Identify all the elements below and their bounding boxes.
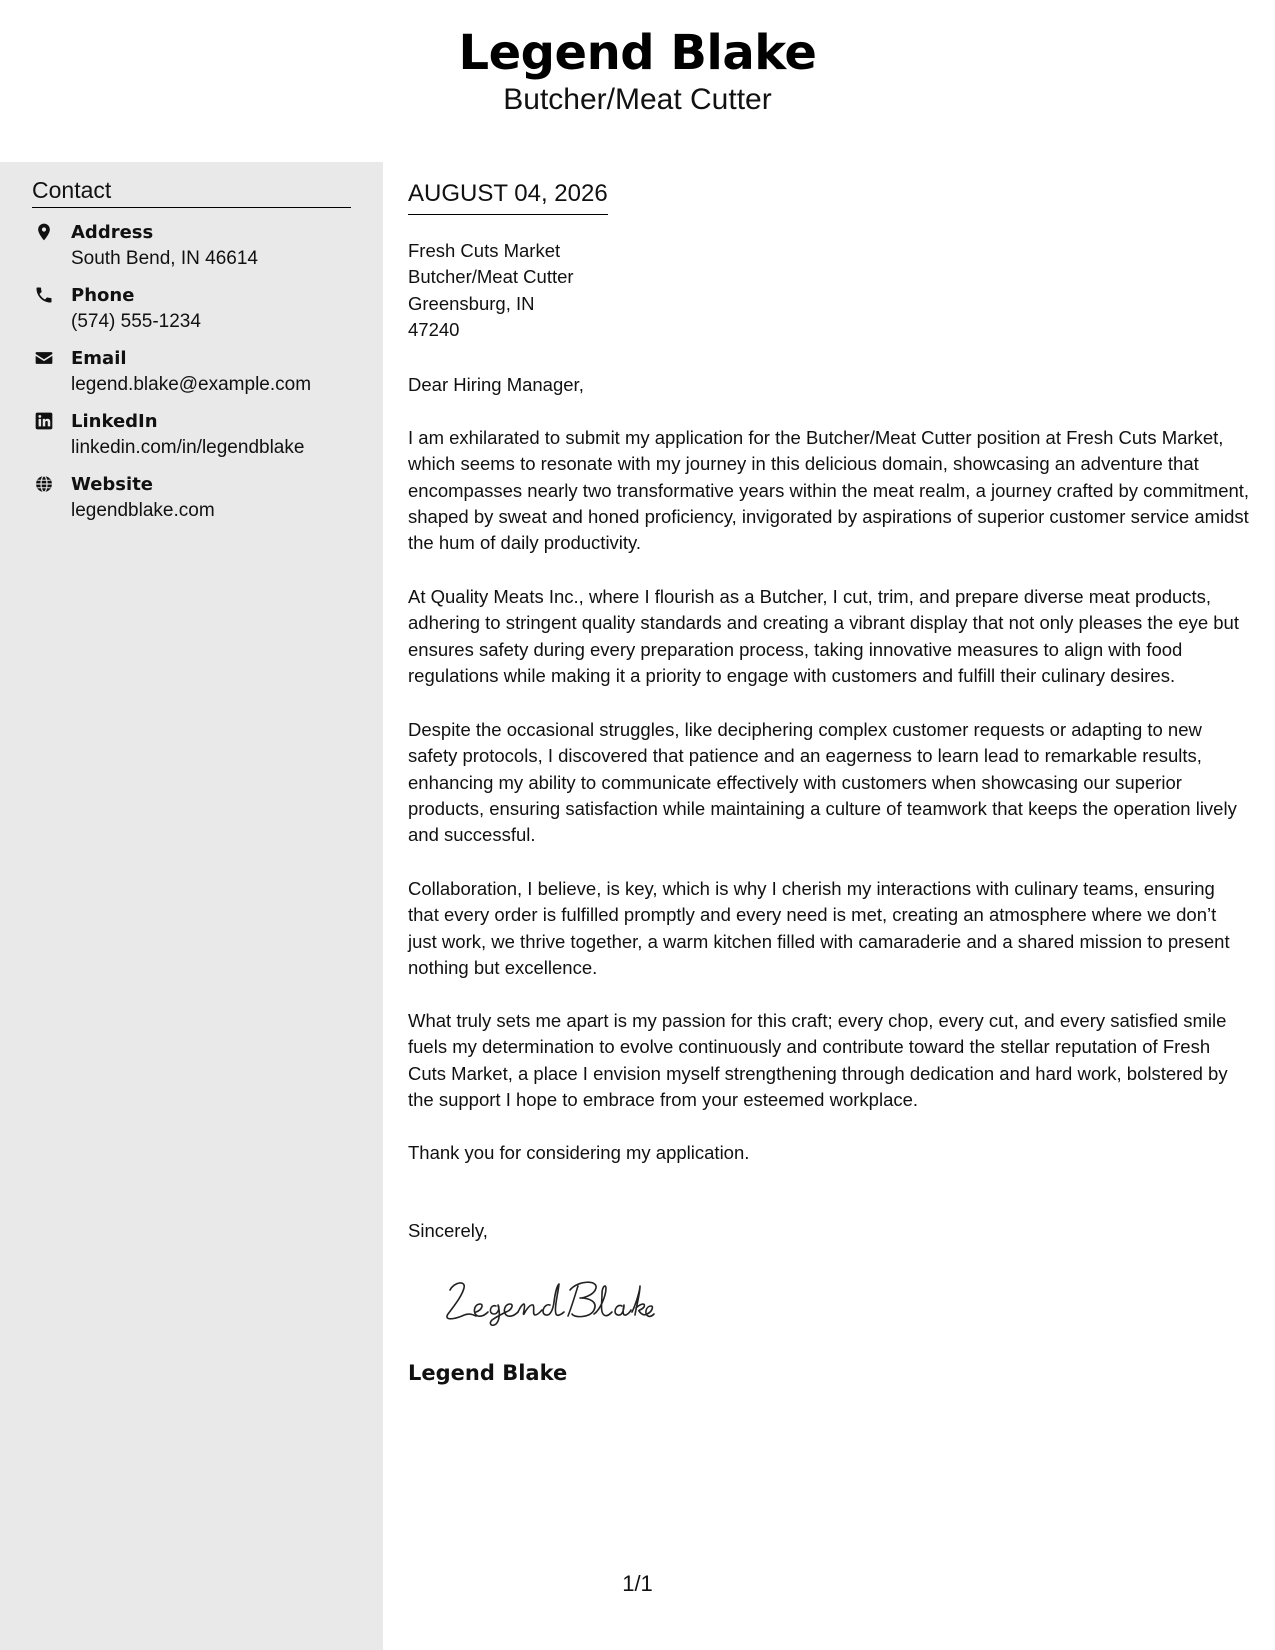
contact-label-phone: Phone (71, 285, 135, 306)
contact-heading: Contact (32, 175, 351, 208)
linkedin-icon (34, 411, 56, 433)
closing-line: Sincerely, (408, 1220, 488, 1241)
letter-paragraph-4: Collaboration, I believe, is key, which is why I cherish my interactions with culinary teams, ensuring that every order is fulfilled promptly and every need is met, creating an atmosphere where we don’t just work, we thrive together, a warm kitchen filled with camaraderie and a shared mission to present nothing but excellence. (408, 878, 1230, 978)
contact-value-email[interactable]: legend.blake@example.com (71, 374, 312, 395)
contact-label-address: Address (71, 222, 154, 243)
letter-paragraph-1: I am exhilarated to submit my application for the Butcher/Meat Cutter position at Fresh Cuts Market, which seems to resonate with my journey in this delicious domain, showcasing an adventure that encompasses nearly two transformative years within the meat realm, a journey crafted by commitment, shaped by sweat and honed proficiency, invigorated by aspirations of superior customer service amidst the hum of daily productivity. (408, 427, 1250, 554)
salutation: Dear Hiring Manager, (408, 374, 584, 395)
contact-label-linkedin: LinkedIn (71, 411, 158, 432)
envelope-icon (34, 348, 56, 370)
map-pin-icon (34, 222, 56, 244)
contact-value-website[interactable]: legendblake.com (71, 500, 215, 521)
contact-value-phone: (574) 555-1234 (71, 311, 201, 332)
handwritten-signature (436, 1272, 656, 1328)
page-number: 1/1 (622, 1571, 653, 1596)
signature-name: Legend Blake (408, 1361, 568, 1385)
phone-icon (34, 285, 56, 307)
letter-paragraph-3: Despite the occasional struggles, like deciphering complex customer requests or adapting to new safety protocols, I discovered that patience and an eagerness to learn lead to remarkable results, enhancing my ability to communicate effectively with customers when showcasing our superior products, ensuring satisfaction while maintaining a culture of teamwork that keeps the operation lively and successful. (408, 719, 1237, 846)
recipient-zip: 47240 (408, 318, 460, 340)
letter-date: AUGUST 04, 2026 (408, 178, 608, 215)
contact-value-linkedin[interactable]: linkedin.com/in/legendblake (71, 437, 305, 458)
letter-paragraph-5: What truly sets me apart is my passion for this craft; every chop, every cut, and every satisfied smile fuels my determination to evolve continuously and contribute toward the stellar reputation of Fresh Cuts Market, a place I envision myself strengthening through dedication and hard work, bolstered by the support I hope to embrace from your esteemed workplace. (408, 1010, 1228, 1110)
recipient-block (408, 238, 574, 343)
contact-value-address: South Bend, IN 46614 (71, 248, 258, 269)
recipient-position: Butcher/Meat Cutter (408, 266, 574, 288)
thank-you-line: Thank you for considering my application. (408, 1142, 750, 1163)
applicant-name: Legend Blake (458, 25, 817, 81)
globe-icon (34, 474, 56, 496)
letter-paragraph-2: At Quality Meats Inc., where I flourish as a Butcher, I cut, trim, and prepare diverse meat products, adhering to stringent quality standards and creating a vibrant display that not only pleases the eye but ensures safety during every preparation process, taking innovative measures to align with food regulations while making it a priority to engage with customers and fulfill their culinary desires. (408, 586, 1239, 686)
contact-label-email: Email (71, 348, 127, 369)
applicant-title: Butcher/Meat Cutter (503, 83, 772, 116)
recipient-city: Greensburg, IN (408, 292, 535, 314)
contact-label-website: Website (71, 474, 154, 495)
recipient-company: Fresh Cuts Market (408, 240, 561, 261)
